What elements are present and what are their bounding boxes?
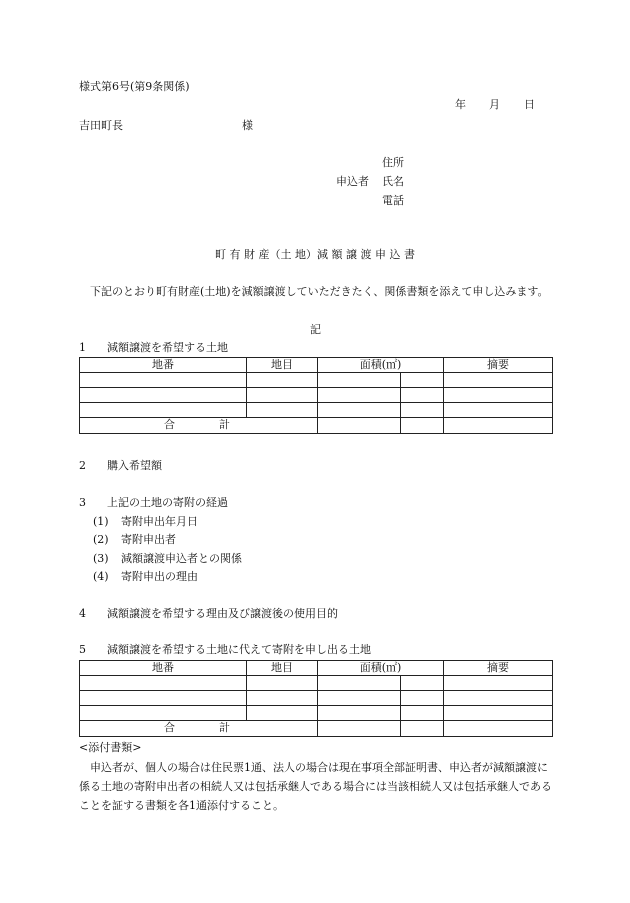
addressee-name: 吉田町長: [79, 119, 123, 132]
header-lot: 地番: [80, 661, 247, 676]
section-2-label: 購入希望額: [107, 459, 162, 472]
section-5-heading: [79, 643, 371, 657]
attachments-heading: <添付書類>: [79, 741, 142, 754]
section-4-heading: [79, 607, 338, 621]
section-3-item: [93, 570, 198, 584]
total-label-b: 計: [219, 418, 230, 432]
table-cell[interactable]: [80, 676, 247, 691]
table-cell[interactable]: [80, 373, 247, 388]
table-total-row: [80, 418, 553, 433]
table-cell[interactable]: [401, 403, 444, 418]
table-cell[interactable]: [444, 403, 553, 418]
table-cell[interactable]: [401, 676, 444, 691]
header-remarks: 摘要: [444, 661, 553, 676]
table-row: [80, 676, 553, 691]
land-table-5: [79, 660, 553, 737]
table-cell[interactable]: [247, 691, 318, 706]
table-cell[interactable]: [401, 418, 444, 433]
section-4-number: 4: [79, 607, 86, 620]
table-cell[interactable]: [401, 373, 444, 388]
header-area: 面積(㎡): [318, 358, 444, 373]
table-row: [80, 691, 553, 706]
section-3-item: [93, 533, 176, 547]
table-header-row: [80, 358, 553, 373]
table-cell[interactable]: [80, 706, 247, 721]
item-number: (3): [93, 552, 109, 565]
table-cell[interactable]: [401, 721, 444, 736]
section-3-label: 上記の土地の寄附の経過: [107, 496, 228, 509]
ki-heading: 記: [310, 323, 321, 336]
section-4-label: 減額譲渡を希望する理由及び譲渡後の使用目的: [107, 607, 338, 620]
header-category: 地目: [247, 661, 318, 676]
section-1-number: 1: [79, 341, 86, 354]
table-cell[interactable]: [444, 373, 553, 388]
applicant-label: 申込者: [336, 175, 369, 188]
table-cell[interactable]: [247, 706, 318, 721]
item-number: (4): [93, 570, 109, 583]
table-cell[interactable]: [401, 706, 444, 721]
section-5-number: 5: [79, 643, 86, 656]
header-category: 地目: [247, 358, 318, 373]
table-cell[interactable]: [318, 676, 401, 691]
table-row: [80, 388, 553, 403]
table-cell[interactable]: [247, 373, 318, 388]
date-month-label: 月: [489, 98, 500, 111]
header-remarks: 摘要: [444, 358, 553, 373]
table-row: [80, 373, 553, 388]
intro-paragraph: 下記のとおり町有財産(土地)を減額譲渡していただきたく、関係書類を添えて申し込みます。: [90, 285, 549, 298]
table-cell[interactable]: [247, 388, 318, 403]
date-year-label: 年: [455, 98, 466, 111]
table-cell[interactable]: [247, 676, 318, 691]
table-cell[interactable]: [444, 691, 553, 706]
table-cell[interactable]: [318, 721, 401, 736]
section-3-item: [93, 552, 242, 566]
table-cell[interactable]: [444, 418, 553, 433]
form-number: 様式第6号(第9条関係): [79, 80, 190, 93]
total-label-cell: [80, 721, 318, 736]
section-5-label: 減額譲渡を希望する土地に代えて寄附を申し出る土地: [107, 643, 371, 656]
item-text: 寄附申出の理由: [121, 570, 198, 583]
table-cell[interactable]: [318, 691, 401, 706]
section-2-number: 2: [79, 459, 86, 472]
table-row: [80, 403, 553, 418]
date-day-label: 日: [524, 98, 535, 111]
total-label-a: 合: [164, 418, 175, 432]
land-table-1: [79, 357, 553, 434]
total-label-a: 合: [164, 721, 175, 735]
table-cell[interactable]: [401, 388, 444, 403]
table-cell[interactable]: [80, 403, 247, 418]
table-row: [80, 706, 553, 721]
table-cell[interactable]: [80, 388, 247, 403]
item-text: 減額譲渡申込者との関係: [121, 552, 242, 565]
table-cell[interactable]: [318, 706, 401, 721]
applicant-phone-label: 電話: [382, 194, 404, 207]
table-cell[interactable]: [318, 388, 401, 403]
total-label-cell: [80, 418, 318, 433]
table-cell[interactable]: [444, 676, 553, 691]
section-3-heading: [79, 496, 228, 510]
table-cell[interactable]: [401, 691, 444, 706]
total-label-b: 計: [219, 721, 230, 735]
table-cell[interactable]: [444, 706, 553, 721]
item-text: 寄附申出年月日: [121, 515, 198, 528]
applicant-address-label: 住所: [382, 156, 404, 169]
addressee-honorific: 様: [242, 119, 253, 132]
table-header-row: [80, 661, 553, 676]
table-cell[interactable]: [318, 418, 401, 433]
applicant-name-label: 氏名: [382, 175, 404, 188]
document-title: 町 有 財 産（土 地）減 額 譲 渡 申 込 書: [215, 248, 415, 261]
section-3-number: 3: [79, 496, 86, 509]
section-3-item: [93, 515, 198, 529]
section-1-heading: [79, 341, 228, 355]
item-number: (2): [93, 533, 109, 546]
item-number: (1): [93, 515, 109, 528]
table-cell[interactable]: [444, 721, 553, 736]
table-total-row: [80, 721, 553, 736]
section-2-heading: [79, 459, 162, 473]
table-cell[interactable]: [444, 388, 553, 403]
header-area: 面積(㎡): [318, 661, 444, 676]
attachments-paragraph: 申込者が、個人の場合は住民票1通、法人の場合は現在事項全部証明書、申込者が減額譲渡に係る土地の寄附申出者の相続人又は包括承継人である場合には当該相続人又は包括承継人であることを証する書類を各1通添付すること。: [79, 761, 552, 812]
item-text: 寄附申出者: [121, 533, 176, 546]
section-1-label: 減額譲渡を希望する土地: [107, 341, 228, 354]
table-cell[interactable]: [247, 403, 318, 418]
header-lot: 地番: [80, 358, 247, 373]
table-cell[interactable]: [318, 403, 401, 418]
table-cell[interactable]: [80, 691, 247, 706]
table-cell[interactable]: [318, 373, 401, 388]
